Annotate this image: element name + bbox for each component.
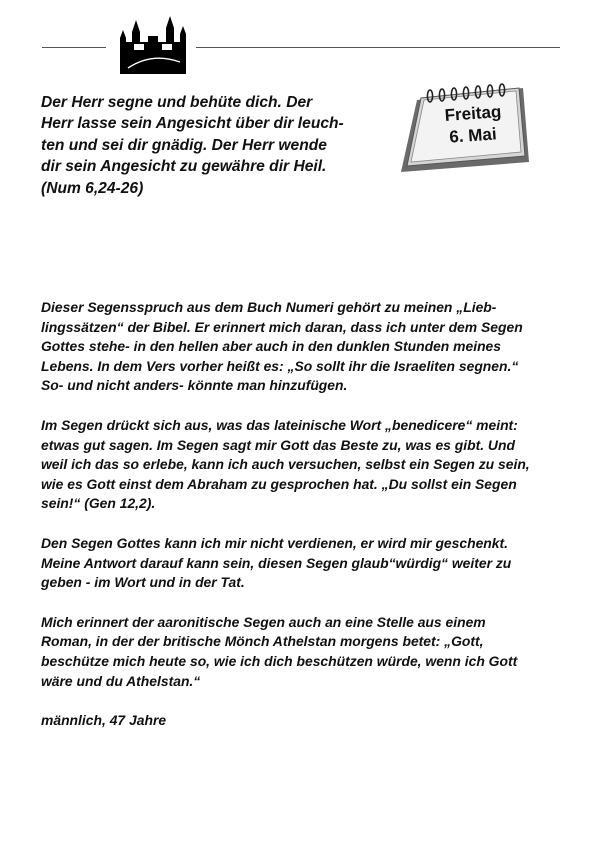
paragraph-4: Mich erinnert der aaronitische Segen auch an eine Stelle aus einem Roman, in der der britische Mönch Athelstan morgens betet: „Gott, beschütze mich heute so, wie ich dich beschützen würde, wenn ich Gott wäre und du Athelstan.“	[41, 613, 518, 689]
paragraph-1: Dieser Segensspruch aus dem Buch Numeri gehört zu meinen „Lieb- lingssätzen“ der Bibel. Er erinnert mich daran, dass ich unter dem Segen Gottes stehe- in den hellen aber auch in den dunklen Stunden meines Lebens. In dem Vers vorher heißt es: „So sollt ihr die Israeliten segnen.“ So- und nicht anders- könnte man hinzufügen.	[41, 299, 523, 394]
paragraph-2: Im Segen drückt sich aus, was das lateinische Wort „benedicere“ meint: etwas gut sagen. Im Segen sagt mir Gott das Beste zu, was es gibt. Und weil ich das so erlebe, kann ich auch versuchen, selbst ein Segen zu sein, wie es Gott einst dem Abraham zu gesprochen hat. „Du sollst ein Segen sein!“ (Gen 12,2).	[41, 416, 530, 512]
paragraph-3: Den Segen Gottes kann ich mir nicht verdienen, er wird mir geschenkt. Meine Antwort darauf kann sein, diesen Segen glaub“würdig“ weiter zu geben - im Wort und in der Tat.	[41, 534, 512, 591]
calendar-day: Freitag	[444, 102, 502, 125]
author-signature: männlich, 47 Jahre	[41, 712, 167, 729]
bible-verse: Der Herr segne und behüte dich. Der Herr lasse sein Angesicht über dir leuch- ten und sei dir gnädig. Der Herr wende dir sein Angesicht zu gewähre dir Heil. (Num 6,24-26)	[41, 94, 344, 197]
header-rule-right	[196, 47, 560, 48]
calendar-date: 6. Mai	[448, 124, 498, 147]
church-skyline-logo	[114, 12, 192, 74]
header-rule-left	[42, 47, 106, 48]
reflection-text	[41, 298, 566, 751]
